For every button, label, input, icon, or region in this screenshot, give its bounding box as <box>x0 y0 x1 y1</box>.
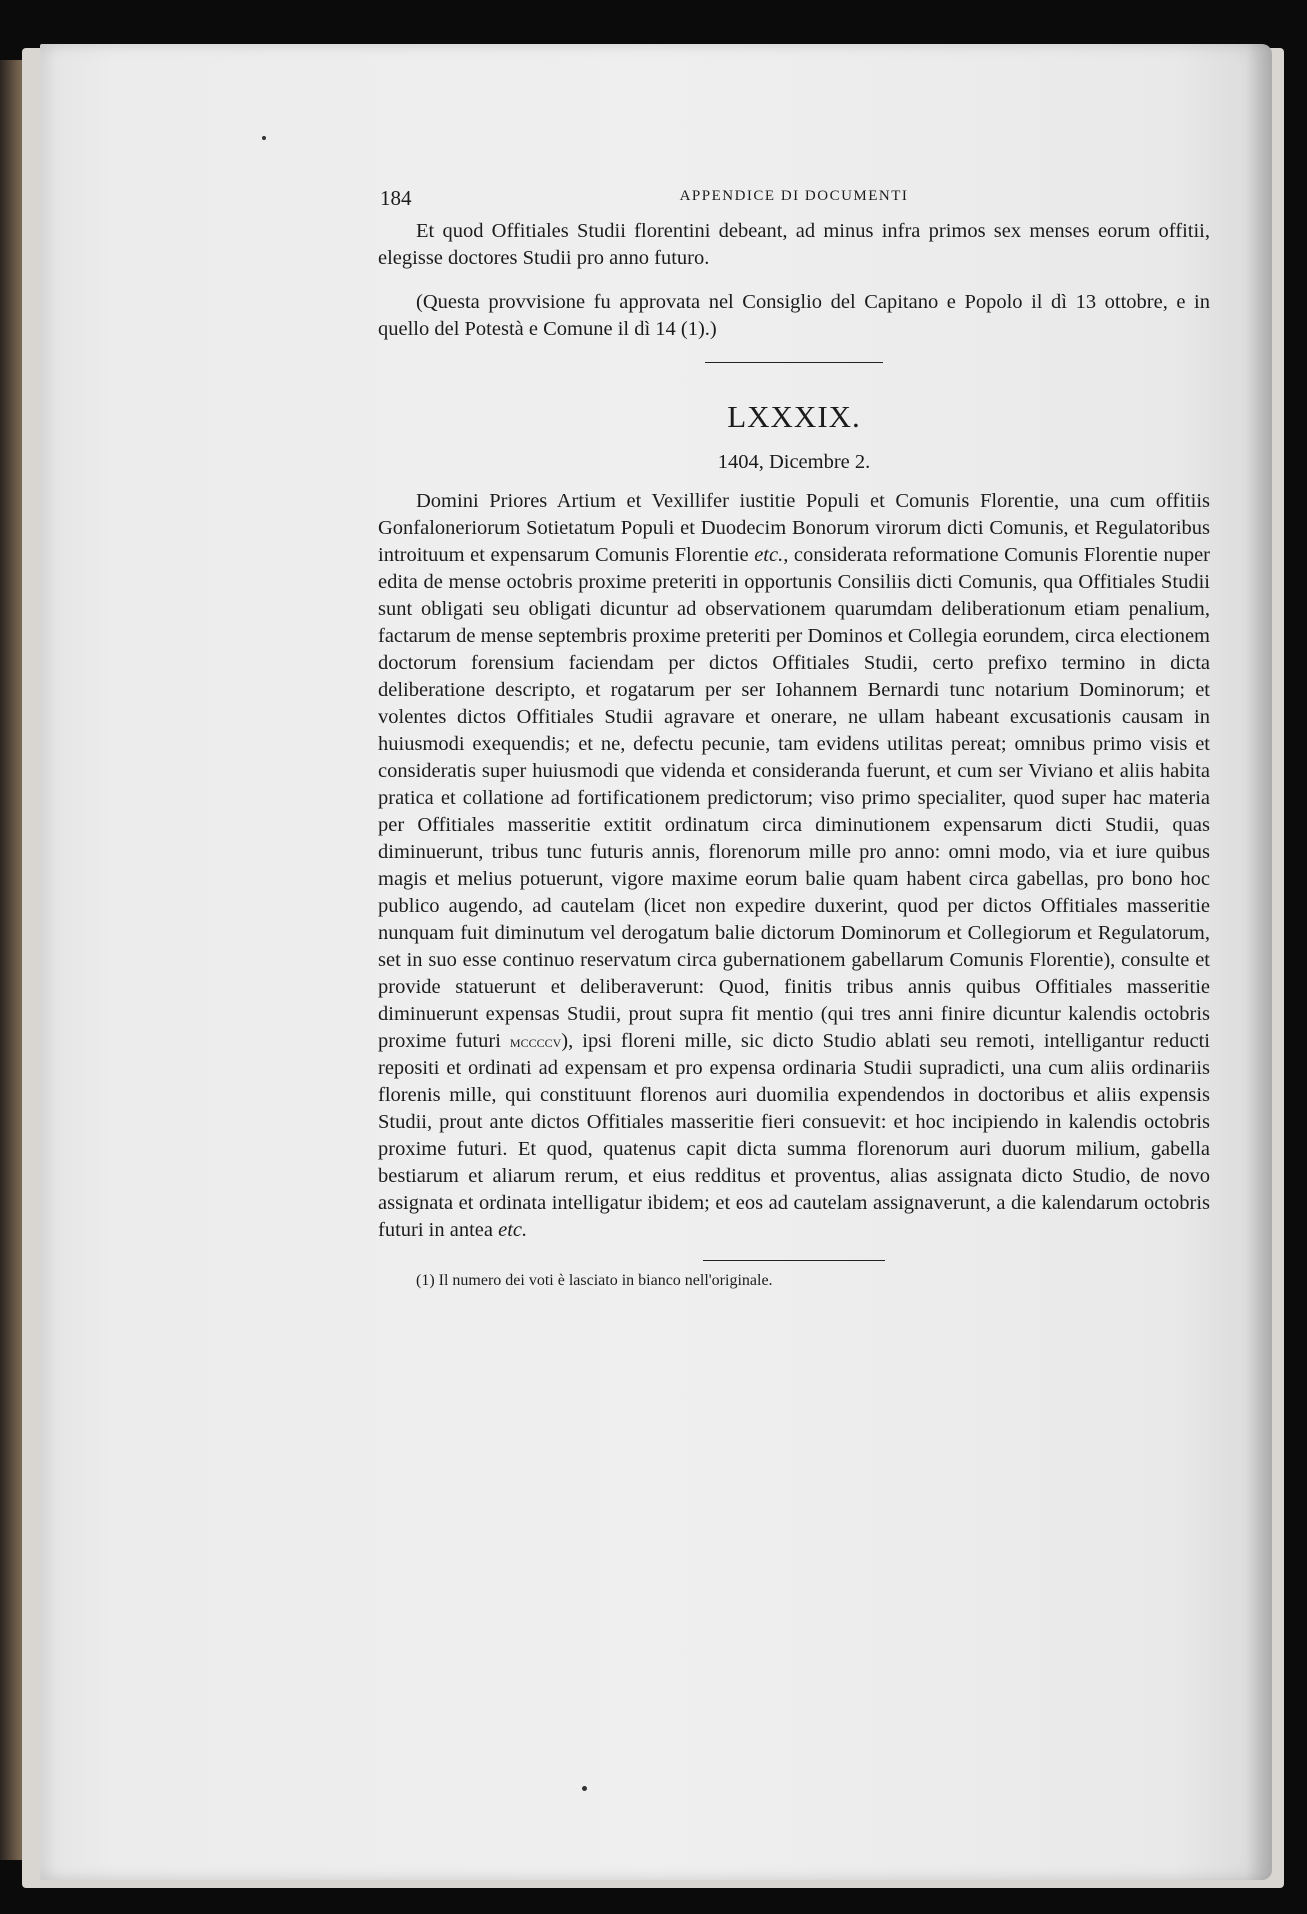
paragraph-offitiales: Et quod Offitiales Studii florentini debeant, ad minus infra primos sex menses eorum offitii, elegisse doctores Studii pro anno futuro. <box>378 220 1210 269</box>
etc-abbreviation: etc. <box>498 1219 528 1241</box>
running-head-title: APPENDICE DI DOCUMENTI <box>679 188 909 204</box>
document-number: LXXXIX. <box>727 399 861 434</box>
page-content <box>378 186 1210 1292</box>
paper-speck <box>262 136 266 140</box>
page-edge-shadow <box>1246 44 1272 1880</box>
section-divider <box>705 362 883 363</box>
document-body-part-1: Domini Priores Artium et Vexillifer iustitie Populi et Comunis Florentie, una cum offitiis Gonfaloneriorum Sotietatum Populi et Duodecim Bonorum virorum dicti Comunis, et Regulatoribus introituum et expensarum Comunis Florentie <box>378 490 1210 566</box>
paragraph-provvisione-note: (Questa provvisione fu approvata nel Consiglio del Capitano e Popolo il dì 13 ottobre, e in quello del Potestà e Comune il dì 14 (1).) <box>378 291 1210 340</box>
document-body-part-3: ), ipsi floreni mille, sic dicto Studio ablati seu remoti, intelligantur reducti repositi et ordinati ad expensam et pro expensa ordinaria Studii supradicti, una cum aliis ordinariis florenis mille, qui constituunt florenos auri duomilia expendendos in doctoribus et aliis expensis Studii, prout ante dictos Offitiales masseritie fieri consuevit: et hoc incipiendo in kalendis octobris proxime futuri. Et quod, quatenus capit dicta summa florenorum auri duorum milium, gabella bestiarum et aliarum rerum, et eius redditus et proventus, alias assignata dicto Studio, de novo assignata et ordinata intelligatur ibidem; et eos ad cautelam assignaverunt, a die kalendarum octobris futuri in antea <box>378 1030 1210 1241</box>
document-date: 1404, Dicembre 2. <box>717 451 871 473</box>
paper-speck <box>582 1786 587 1791</box>
page-number: 184 <box>380 186 412 210</box>
roman-year: mccccv <box>509 1032 562 1051</box>
document-body <box>378 488 1210 1244</box>
document-body-part-2: , considerata reformatione Comunis Florentie nuper edita de mense octobris proxime preteriti in opportunis Consiliis dicti Comunis, qua Offitiales Studii sunt obligati seu obligati dicuntur ad observationem quarumdam deliberationum etiam penalium, factarum de mense septembris proxime preteriti per Dominos et Collegia eorundem, circa electionem doctorum forensium faciendam per dictos Offitiales Studii, certo prefixo termino in dicta deliberatione descripto, et rogatarum per ser Iohannem Bernardi tunc notarium Dominorum; et volentes dictos Offitiales Studii agravare et onerare, ne ullam habeant excusationis causam in huiusmodi exequendis; et ne, defectu pecunie, tam evidens utilitas pereat; omnibus primo visis et consideratis super huiusmodi que videnda et consideranda fuerunt, et cum ser Viviano et aliis habita pratica et collatione ad fortificationem predictorum; viso primo specialiter, quod super hac materia per Offitiales masseritie extitit ordinatum circa diminutionem expensarum dicti Studii, quas diminuerunt, tribus tunc futuris annis, florenorum mille pro anno: omni modo, via et iure quibus magis et melius potuerunt, vigore maxime eorum balie quam habent circa gabellas, pro bono hoc publico augendo, ad cautelam (licet non expedire duxerint, quod per dictos Offitiales masseritie nunquam fuit diminutum vel derogatum balie dictorum Dominorum et Collegiorum et Regulatorum, set in suo esse continuo reservatum circa gubernationem gabellarum Comunis Florentie), consulte et provide statuerunt et deliberaverunt: Quod, finitis tribus annis quibus Offitiales masseritie diminuerunt expensas Studii, prout supra fit mentio (qui tres anni finire dicuntur kalendis octobris proxime futuri <box>378 544 1211 1052</box>
footnote-divider <box>703 1260 885 1261</box>
etc-abbreviation: etc. <box>754 544 784 566</box>
running-head <box>378 186 1210 216</box>
footnote: (1) Il numero dei voti è lasciato in bianco nell'originale. <box>416 1272 773 1289</box>
